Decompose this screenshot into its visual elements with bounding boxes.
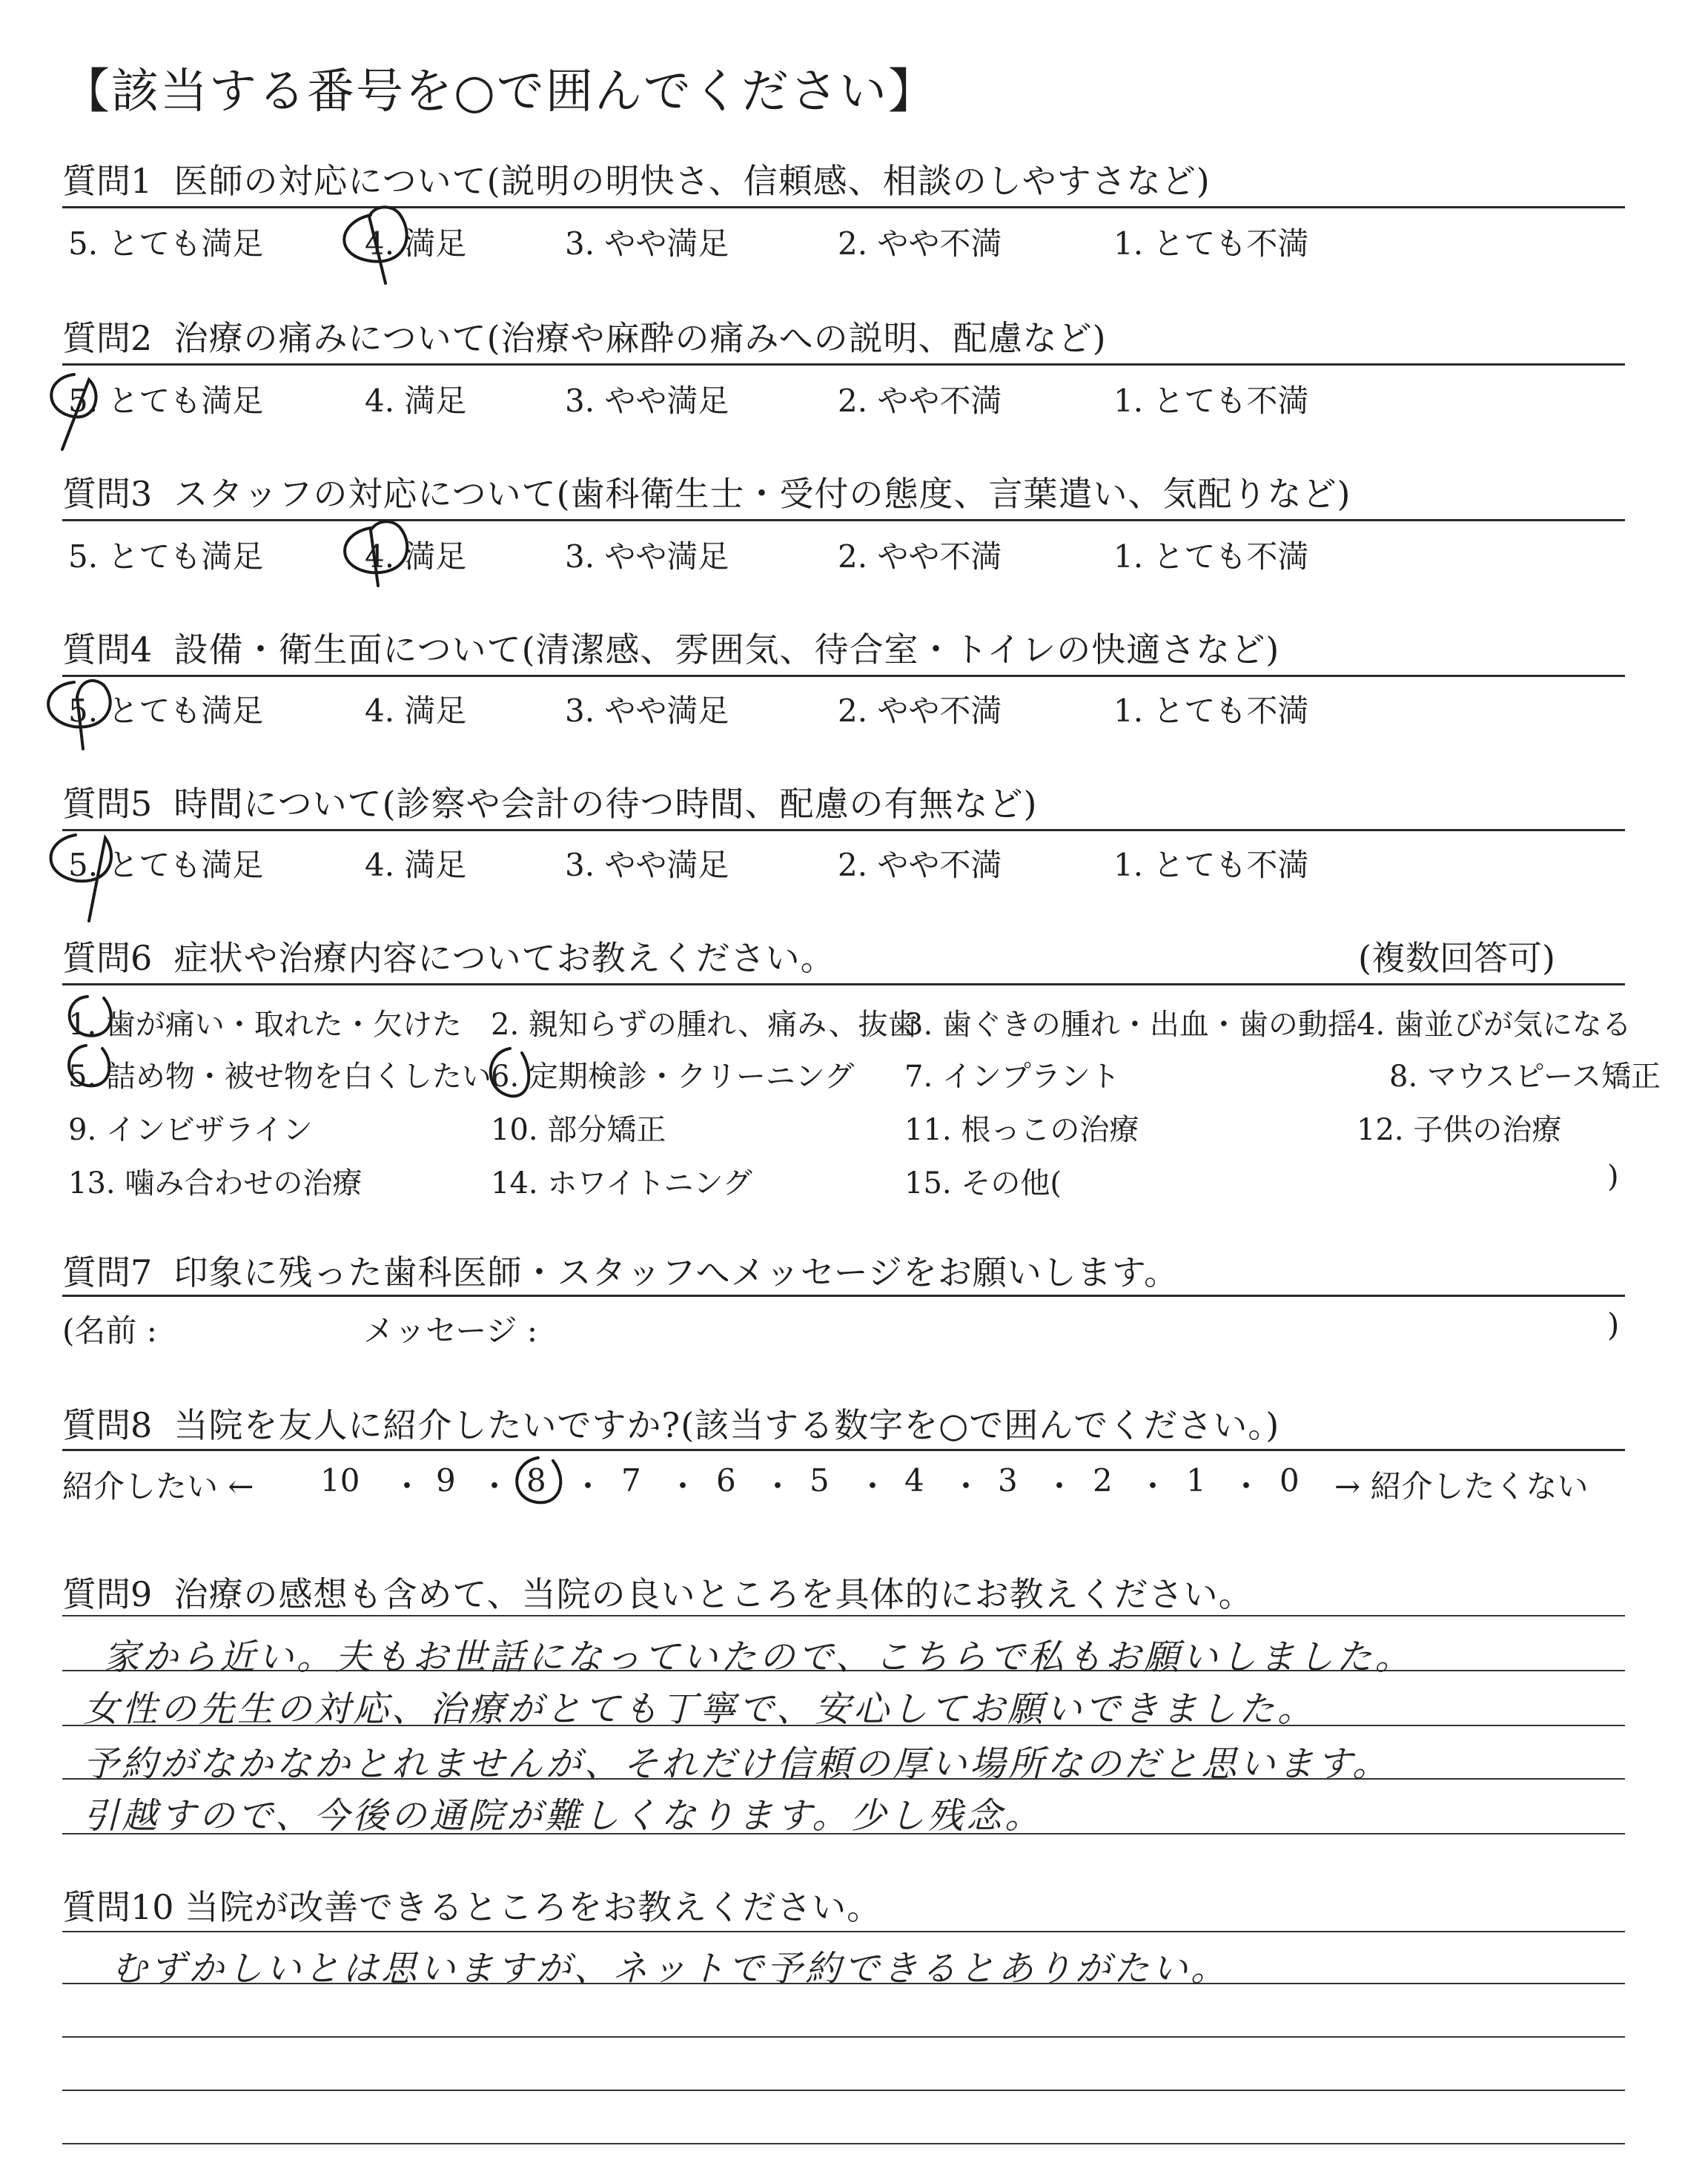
page-header: 【該当する番号を○で囲んでください】: [62, 65, 937, 119]
option-5[interactable]: 5. とても満足: [68, 538, 264, 575]
option-2[interactable]: 2. やや不満: [838, 225, 1002, 262]
question-text: 設備・衛生面について(清潔感、雰囲気、待合室・トイレの快適さなど): [173, 630, 1280, 670]
scale-1[interactable]: 1: [1186, 1462, 1206, 1499]
checkbox-option-4[interactable]: 4. 歯並びが気になる: [1357, 1008, 1632, 1042]
handwritten-answer-line: 家から近い。夫もお世話になっていたので、こちらで私もお願いしました。: [104, 1636, 1414, 1678]
question-number: 質問4: [62, 630, 153, 670]
name-label: (名前 :: [62, 1312, 157, 1349]
scale-10[interactable]: 10: [320, 1462, 360, 1499]
option-2[interactable]: 2. やや不満: [838, 693, 1002, 729]
question-number: 質問1: [62, 161, 153, 201]
message-label: メッセージ :: [363, 1312, 537, 1349]
recommend-left-label: 紹介したい ←: [62, 1468, 254, 1505]
scale-4[interactable]: 4: [904, 1462, 924, 1499]
checkbox-option-11[interactable]: 11. 根っこの治療: [904, 1113, 1139, 1147]
option-5[interactable]: 5. とても満足: [68, 383, 264, 419]
scale-dot: ・: [572, 1468, 604, 1505]
scale-dot: ・: [950, 1468, 982, 1505]
other-close-paren: ): [1607, 1160, 1619, 1194]
scale-dot: ・: [479, 1468, 511, 1505]
option-4[interactable]: 4. 満足: [365, 847, 467, 883]
question-text: 時間について(診察や会計の待つ時間、配慮の有無など): [173, 784, 1038, 824]
option-4[interactable]: 4. 満足: [365, 538, 467, 575]
option-4[interactable]: 4. 満足: [365, 693, 467, 729]
scale-2[interactable]: 2: [1093, 1462, 1113, 1499]
question-number: 質問2: [62, 318, 153, 358]
close-paren: ): [1607, 1307, 1620, 1343]
handwritten-answer-line: むずかしいとは思いますが、ネットで予約できるとありがたい。: [111, 1948, 1230, 1989]
question-number: 質問6: [62, 938, 153, 978]
question-text: 症状や治療内容についてお教えください。: [173, 938, 835, 978]
option-2[interactable]: 2. やや不満: [838, 847, 1002, 883]
option-4[interactable]: 4. 満足: [365, 383, 467, 419]
circle-mark-q3: [345, 521, 407, 586]
scale-8[interactable]: 8: [526, 1462, 546, 1499]
option-3[interactable]: 3. やや満足: [565, 383, 729, 419]
question-number: 質問10: [62, 1887, 174, 1927]
checkbox-option-6[interactable]: 6. 定期検診・クリーニング: [491, 1060, 855, 1094]
question-text: 治療の感想も含めて、当院の良いところを具体的にお教えください。: [173, 1574, 1254, 1614]
circle-mark-q8: [517, 1458, 560, 1502]
scale-dot: ・: [762, 1468, 794, 1505]
option-5[interactable]: 5. とても満足: [68, 693, 264, 729]
option-2[interactable]: 2. やや不満: [838, 538, 1002, 575]
option-1[interactable]: 1. とても不満: [1113, 538, 1309, 575]
question-text: 治療の痛みについて(治療や麻酔の痛みへの説明、配慮など): [173, 318, 1107, 358]
scale-7[interactable]: 7: [621, 1462, 641, 1499]
handwritten-answer-line: 女性の先生の対応、治療がとても丁寧で、安心してお願いできました。: [83, 1688, 1317, 1730]
scale-6[interactable]: 6: [716, 1462, 736, 1499]
checkbox-option-15[interactable]: 15. その他(: [904, 1166, 1062, 1200]
checkbox-option-3[interactable]: 3. 歯ぐきの腫れ・出血・歯の動揺: [904, 1008, 1357, 1042]
option-5[interactable]: 5. とても満足: [68, 847, 264, 883]
question-number: 質問8: [62, 1405, 153, 1445]
multiple-answers-note: (複数回答可): [1358, 938, 1555, 978]
question-number: 質問5: [62, 784, 153, 824]
question-text: 印象に残った歯科医師・スタッフへメッセージをお願いします。: [173, 1252, 1179, 1292]
scale-3[interactable]: 3: [998, 1462, 1018, 1499]
circle-mark-q6-6: [491, 1048, 529, 1096]
option-1[interactable]: 1. とても不満: [1113, 383, 1309, 419]
checkbox-option-9[interactable]: 9. インビザライン: [68, 1113, 313, 1147]
circle-mark-q4: [48, 681, 110, 749]
scale-dot: ・: [667, 1468, 699, 1505]
option-3[interactable]: 3. やや満足: [565, 693, 729, 729]
circle-mark-q2: [51, 374, 96, 449]
checkbox-option-8[interactable]: 8. マウスピース矯正: [1389, 1060, 1661, 1094]
option-1[interactable]: 1. とても不満: [1113, 847, 1309, 883]
circle-mark-q1: [344, 207, 406, 283]
scale-0[interactable]: 0: [1280, 1462, 1300, 1499]
question-number: 質問7: [62, 1252, 153, 1292]
option-4[interactable]: 4. 満足: [365, 225, 467, 262]
question-number: 質問3: [62, 474, 153, 514]
option-3[interactable]: 3. やや満足: [565, 847, 729, 883]
scale-dot: ・: [857, 1468, 889, 1505]
question-text: 当院が改善できるところをお教えください。: [185, 1887, 882, 1927]
handwritten-answer-line: 引越すので、今後の通院が難しくなります。少し残念。: [83, 1795, 1044, 1837]
scale-dot: ・: [1137, 1468, 1169, 1505]
question-text: 医師の対応について(説明の明快さ、信頼感、相談のしやすさなど): [173, 161, 1211, 201]
scale-dot: ・: [1044, 1468, 1076, 1505]
recommend-right-label: → 紹介したくない: [1334, 1468, 1589, 1505]
circle-mark-q6-1: [70, 997, 111, 1036]
checkbox-option-10[interactable]: 10. 部分矯正: [491, 1113, 666, 1147]
checkbox-option-12[interactable]: 12. 子供の治療: [1357, 1113, 1562, 1147]
checkbox-option-7[interactable]: 7. インプラント: [904, 1060, 1120, 1094]
question-text: スタッフの対応について(歯科衛生士・受付の態度、言葉遣い、気配りなど): [173, 474, 1351, 514]
checkbox-option-2[interactable]: 2. 親知らずの腫れ、痛み、抜歯: [491, 1008, 918, 1042]
scale-dot: ・: [391, 1468, 423, 1505]
circle-mark-q5: [51, 835, 112, 921]
checkbox-option-1[interactable]: 1. 歯が痛い・取れた・欠けた: [68, 1008, 462, 1042]
scale-5[interactable]: 5: [810, 1462, 830, 1499]
option-5[interactable]: 5. とても満足: [68, 225, 264, 262]
checkbox-option-5[interactable]: 5. 詰め物・被せ物を白くしたい: [68, 1060, 491, 1094]
scale-9[interactable]: 9: [436, 1462, 456, 1499]
checkbox-option-13[interactable]: 13. 噛み合わせの治療: [68, 1166, 363, 1200]
scale-dot: ・: [1231, 1468, 1262, 1505]
option-1[interactable]: 1. とても不満: [1113, 693, 1309, 729]
option-3[interactable]: 3. やや満足: [565, 538, 729, 575]
option-1[interactable]: 1. とても不満: [1113, 225, 1309, 262]
question-number: 質問9: [62, 1574, 153, 1614]
option-3[interactable]: 3. やや満足: [565, 225, 729, 262]
handwritten-answer-line: 予約がなかなかとれませんが、それだけ信頼の厚い場所なのだと思います。: [83, 1743, 1391, 1785]
checkbox-option-14[interactable]: 14. ホワイトニング: [491, 1166, 752, 1200]
question-text: 当院を友人に紹介したいですか?(該当する数字を○で囲んでください。): [173, 1405, 1280, 1445]
option-2[interactable]: 2. やや不満: [838, 383, 1002, 419]
circle-mark-q6-5: [69, 1046, 110, 1086]
